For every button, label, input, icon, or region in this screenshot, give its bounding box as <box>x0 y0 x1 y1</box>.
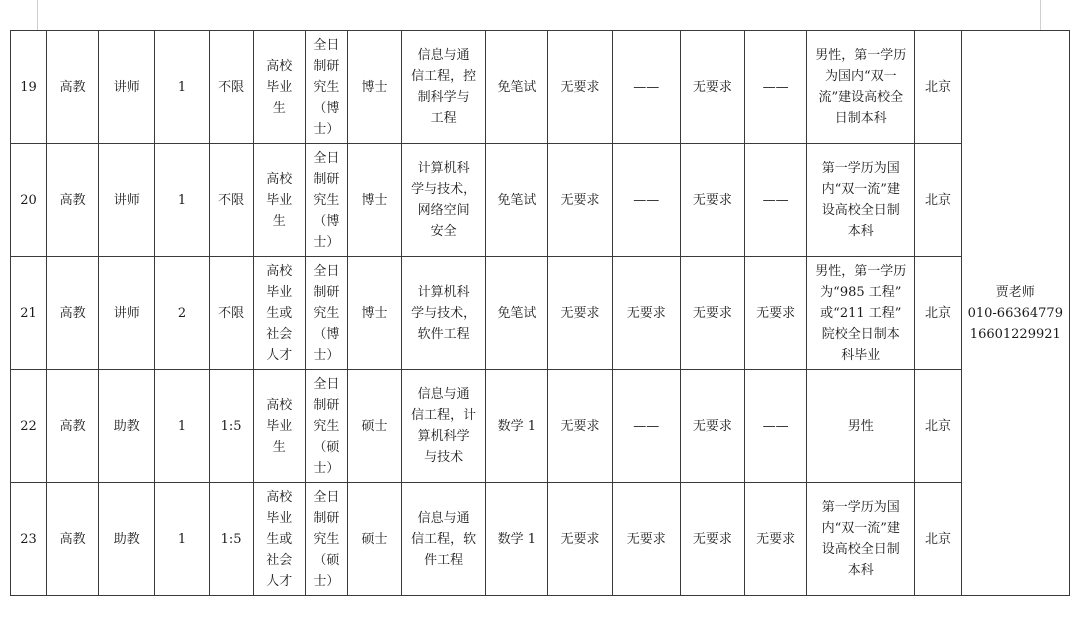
row-number-cell: 23 <box>11 483 47 596</box>
table-row <box>11 144 1070 257</box>
post-title-cell: 讲师 <box>99 144 155 257</box>
requirement-1-cell: 无要求 <box>548 144 612 257</box>
requirement-2-cell: 无要求 <box>612 483 680 596</box>
post-category-cell: 高教 <box>47 257 99 370</box>
study-form-cell: 全日 制研 究生 （硕 士） <box>305 370 347 483</box>
major-cell: 计算机科 学与技术， 软件工程 <box>402 257 486 370</box>
post-title-cell: 讲师 <box>99 257 155 370</box>
written-exam-cell: 数学 1 <box>486 483 548 596</box>
requirement-2-cell: —— <box>612 144 680 257</box>
candidate-source-cell: 高校 毕业 生 <box>253 144 305 257</box>
requirement-1-cell: 无要求 <box>548 370 612 483</box>
degree-cell: 博士 <box>347 31 401 144</box>
study-form-cell: 全日 制研 究生 （博 士） <box>305 257 347 370</box>
row-number-cell: 19 <box>11 31 47 144</box>
candidate-source-cell: 高校 毕业 生或 社会 人才 <box>253 483 305 596</box>
hire-count-cell: 1 <box>155 31 209 144</box>
work-location-cell: 北京 <box>915 483 961 596</box>
requirement-4-cell: —— <box>744 31 806 144</box>
degree-cell: 博士 <box>347 144 401 257</box>
other-conditions-cell: 男性，第一学历 为国内“双一 流”建设高校全 日制本科 <box>807 31 915 144</box>
post-title-cell: 助教 <box>99 370 155 483</box>
requirement-2-cell: 无要求 <box>612 257 680 370</box>
table-row <box>11 31 1070 144</box>
crop-mark-right-vertical <box>1040 0 1041 30</box>
requirement-2-cell: —— <box>612 31 680 144</box>
other-conditions-cell: 第一学历为国 内“双一流”建 设高校全日制 本科 <box>807 144 915 257</box>
requirement-3-cell: 无要求 <box>680 144 744 257</box>
major-cell: 计算机科 学与技术， 网络空间 安全 <box>402 144 486 257</box>
table-row <box>11 483 1070 596</box>
other-conditions-cell: 第一学历为国 内“双一流”建 设高校全日制 本科 <box>807 483 915 596</box>
crop-mark-left-vertical <box>37 0 38 30</box>
degree-cell: 硕士 <box>347 370 401 483</box>
table-row <box>11 257 1070 370</box>
requirement-2-cell: —— <box>612 370 680 483</box>
other-conditions-cell: 男性 <box>807 370 915 483</box>
row-number-cell: 20 <box>11 144 47 257</box>
degree-cell: 硕士 <box>347 483 401 596</box>
study-form-cell: 全日 制研 究生 （博 士） <box>305 31 347 144</box>
hire-count-cell: 1 <box>155 370 209 483</box>
major-cell: 信息与通 信工程，软 件工程 <box>402 483 486 596</box>
study-form-cell: 全日 制研 究生 （硕 士） <box>305 483 347 596</box>
work-location-cell: 北京 <box>915 31 961 144</box>
exam-ratio-cell: 不限 <box>209 144 253 257</box>
requirement-4-cell: 无要求 <box>744 483 806 596</box>
candidate-source-cell: 高校 毕业 生 <box>253 31 305 144</box>
contact-cell: 贾老师 010-66364779 16601229921 <box>961 31 1069 596</box>
recruitment-table <box>10 30 1070 596</box>
exam-ratio-cell: 1:5 <box>209 370 253 483</box>
post-title-cell: 助教 <box>99 483 155 596</box>
study-form-cell: 全日 制研 究生 （博 士） <box>305 144 347 257</box>
written-exam-cell: 免笔试 <box>486 144 548 257</box>
post-category-cell: 高教 <box>47 370 99 483</box>
written-exam-cell: 免笔试 <box>486 31 548 144</box>
written-exam-cell: 数学 1 <box>486 370 548 483</box>
hire-count-cell: 1 <box>155 483 209 596</box>
table-row <box>11 370 1070 483</box>
post-category-cell: 高教 <box>47 31 99 144</box>
major-cell: 信息与通 信工程，控 制科学与 工程 <box>402 31 486 144</box>
requirement-4-cell: —— <box>744 370 806 483</box>
work-location-cell: 北京 <box>915 257 961 370</box>
requirement-1-cell: 无要求 <box>548 257 612 370</box>
requirement-3-cell: 无要求 <box>680 31 744 144</box>
requirement-1-cell: 无要求 <box>548 31 612 144</box>
hire-count-cell: 1 <box>155 144 209 257</box>
requirement-3-cell: 无要求 <box>680 370 744 483</box>
post-category-cell: 高教 <box>47 483 99 596</box>
candidate-source-cell: 高校 毕业 生 <box>253 370 305 483</box>
requirement-3-cell: 无要求 <box>680 257 744 370</box>
requirement-3-cell: 无要求 <box>680 483 744 596</box>
work-location-cell: 北京 <box>915 370 961 483</box>
other-conditions-cell: 男性，第一学历 为“985 工程” 或“211 工程” 院校全日制本 科毕业 <box>807 257 915 370</box>
candidate-source-cell: 高校 毕业 生或 社会 人才 <box>253 257 305 370</box>
requirement-1-cell: 无要求 <box>548 483 612 596</box>
written-exam-cell: 免笔试 <box>486 257 548 370</box>
hire-count-cell: 2 <box>155 257 209 370</box>
row-number-cell: 21 <box>11 257 47 370</box>
exam-ratio-cell: 不限 <box>209 257 253 370</box>
work-location-cell: 北京 <box>915 144 961 257</box>
exam-ratio-cell: 1:5 <box>209 483 253 596</box>
requirement-4-cell: —— <box>744 144 806 257</box>
post-title-cell: 讲师 <box>99 31 155 144</box>
exam-ratio-cell: 不限 <box>209 31 253 144</box>
post-category-cell: 高教 <box>47 144 99 257</box>
degree-cell: 博士 <box>347 257 401 370</box>
requirement-4-cell: 无要求 <box>744 257 806 370</box>
row-number-cell: 22 <box>11 370 47 483</box>
major-cell: 信息与通 信工程，计 算机科学 与技术 <box>402 370 486 483</box>
